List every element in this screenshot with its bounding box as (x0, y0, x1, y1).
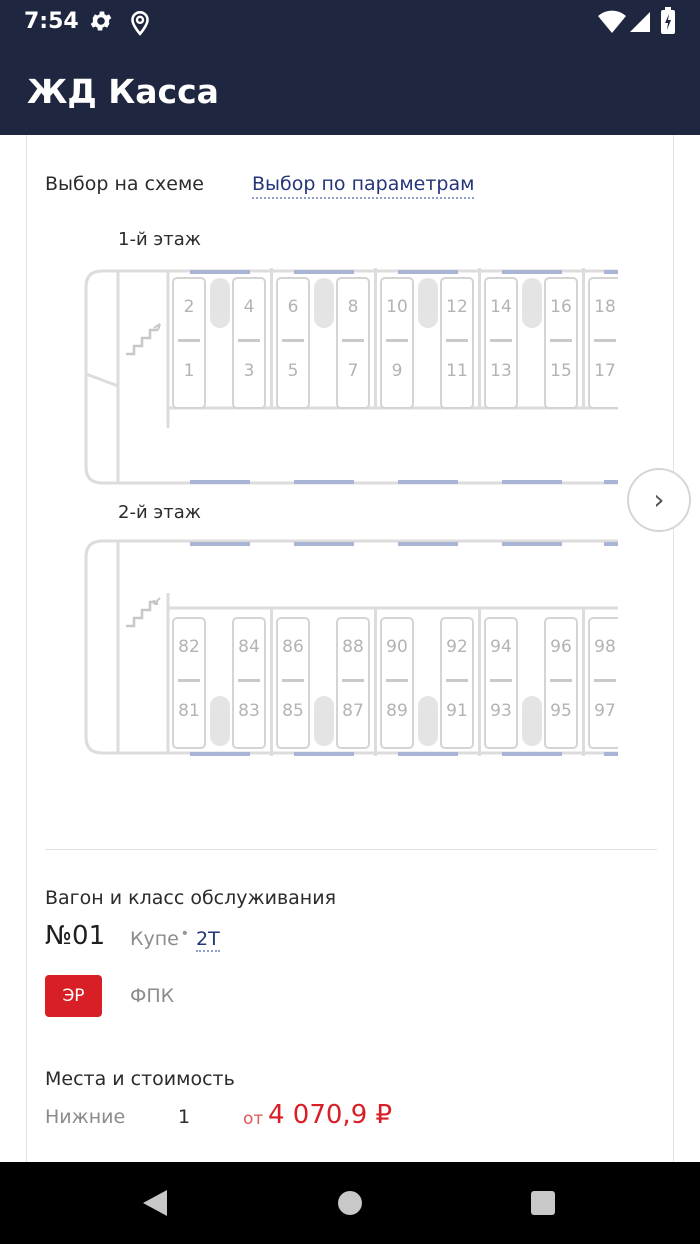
car-section-title: Вагон и класс обслуживания (45, 887, 337, 909)
seat-number-upper: 6 (287, 297, 299, 317)
seat-pair[interactable] (588, 277, 618, 409)
settings-icon (88, 8, 114, 34)
window-marker (604, 270, 618, 274)
seat-divider (282, 679, 304, 682)
window-marker (604, 480, 618, 484)
floor-2-scheme (84, 538, 618, 756)
battery-icon (660, 7, 676, 35)
seat-pair[interactable] (336, 277, 370, 409)
seat-pair[interactable] (172, 277, 206, 409)
seat-divider (446, 339, 468, 342)
seat-number-lower: 91 (446, 701, 468, 721)
window-marker (398, 270, 458, 274)
seat-number-upper: 84 (238, 637, 260, 657)
car-dot-separator: • (182, 925, 188, 942)
seat-number-upper: 92 (446, 637, 468, 657)
seat-number-upper: 14 (490, 297, 512, 317)
compartment-divider (270, 268, 273, 408)
car-number: №01 (45, 921, 106, 951)
compartment-divider (374, 608, 377, 756)
seat-number-lower: 13 (490, 361, 512, 381)
status-bar (0, 0, 700, 44)
seat-number-upper: 88 (342, 637, 364, 657)
mode-scheme-label: Выбор на схеме (45, 173, 204, 195)
wifi-icon (597, 10, 627, 34)
car-type: Купе (130, 928, 179, 950)
seat-divider (490, 339, 512, 342)
seat-number-upper: 12 (446, 297, 468, 317)
seat-number-upper: 8 (347, 297, 359, 317)
compartment-table (210, 696, 230, 746)
seat-number-lower: 89 (386, 701, 408, 721)
seat-pair[interactable] (336, 617, 370, 749)
window-marker (502, 752, 562, 756)
seat-divider (594, 679, 616, 682)
seat-pair[interactable] (172, 617, 206, 749)
window-marker (294, 480, 354, 484)
seat-number-lower: 85 (282, 701, 304, 721)
compartment-table (418, 278, 438, 328)
compartment-table (522, 696, 542, 746)
location-icon (127, 8, 153, 36)
seat-number-lower: 7 (347, 361, 359, 381)
window-marker (604, 752, 618, 756)
seat-divider (550, 339, 572, 342)
seat-pair[interactable] (544, 277, 578, 409)
seat-pair[interactable] (232, 277, 266, 409)
seat-divider (550, 679, 572, 682)
window-marker (294, 752, 354, 756)
seat-number-upper: 98 (594, 637, 616, 657)
status-time: 7:54 (24, 9, 79, 34)
seat-divider (282, 339, 304, 342)
seat-number-upper: 16 (550, 297, 572, 317)
seat-pair[interactable] (484, 617, 518, 749)
window-marker (398, 752, 458, 756)
window-marker (190, 480, 250, 484)
seat-number-upper: 4 (243, 297, 255, 317)
chevron-right-icon: › (653, 483, 665, 516)
seat-pair[interactable] (276, 617, 310, 749)
next-car-button[interactable] (627, 468, 691, 532)
window-marker (190, 270, 250, 274)
navigation-bar (0, 1162, 700, 1244)
window-marker (190, 752, 250, 756)
compartment-table (210, 278, 230, 328)
seats-price-title: Места и стоимость (45, 1068, 235, 1090)
window-marker (502, 480, 562, 484)
seat-number-lower: 3 (243, 361, 255, 381)
floor-1-scheme (84, 268, 618, 486)
seat-number-lower: 87 (342, 701, 364, 721)
recents-icon (503, 1162, 583, 1244)
seat-number-upper: 96 (550, 637, 572, 657)
seat-divider (342, 339, 364, 342)
seat-divider (490, 679, 512, 682)
seat-pair[interactable] (544, 617, 578, 749)
seat-number-lower: 93 (490, 701, 512, 721)
seat-number-lower: 17 (594, 361, 616, 381)
recents-button[interactable] (503, 1162, 583, 1244)
seat-divider (342, 679, 364, 682)
compartment-divider (478, 268, 481, 408)
signal-icon (628, 10, 652, 34)
seat-divider (238, 679, 260, 682)
compartment-table (314, 696, 334, 746)
compartment-table (418, 696, 438, 746)
seat-number-lower: 97 (594, 701, 616, 721)
seat-pair[interactable] (232, 617, 266, 749)
seat-number-upper: 82 (178, 637, 200, 657)
seat-number-upper: 2 (183, 297, 195, 317)
berth-type: Нижние (45, 1106, 126, 1128)
seat-number-lower: 81 (178, 701, 200, 721)
seat-pair[interactable] (440, 277, 474, 409)
back-icon (115, 1162, 195, 1244)
floor-2-label: 2-й этаж (118, 502, 201, 523)
price-prefix: от (243, 1109, 264, 1129)
window-marker (398, 480, 458, 484)
floor-1-label: 1-й этаж (118, 229, 201, 250)
seat-number-upper: 18 (594, 297, 616, 317)
seat-number-lower: 95 (550, 701, 572, 721)
seat-pair[interactable] (484, 277, 518, 409)
home-icon (310, 1162, 390, 1244)
seat-divider (386, 679, 408, 682)
seat-divider (178, 679, 200, 682)
window-marker (502, 542, 562, 546)
seat-number-upper: 94 (490, 637, 512, 657)
compartment-divider (582, 608, 585, 756)
seat-divider (386, 339, 408, 342)
compartment-divider (478, 608, 481, 756)
window-marker (398, 542, 458, 546)
window-marker (294, 270, 354, 274)
home-button[interactable] (310, 1162, 390, 1244)
seat-pair[interactable] (380, 617, 414, 749)
seat-number-lower: 5 (287, 361, 299, 381)
seat-divider (594, 339, 616, 342)
seat-divider (446, 679, 468, 682)
seat-divider (178, 339, 200, 342)
seat-number-lower: 15 (550, 361, 572, 381)
seat-number-upper: 10 (386, 297, 408, 317)
er-badge: ЭР (45, 975, 102, 1017)
seat-pair[interactable] (380, 277, 414, 409)
seat-number-lower: 83 (238, 701, 260, 721)
seat-number-upper: 90 (386, 637, 408, 657)
compartment-divider (582, 268, 585, 408)
seat-number-lower: 1 (183, 361, 195, 381)
seat-pair[interactable] (588, 617, 618, 749)
section-divider (45, 849, 657, 850)
compartment-divider (374, 268, 377, 408)
seat-pair[interactable] (276, 277, 310, 409)
app-bar (0, 44, 700, 135)
window-marker (294, 542, 354, 546)
seat-number-lower: 11 (446, 361, 468, 381)
carrier-name: ФПК (130, 985, 175, 1007)
seat-number-lower: 9 (391, 361, 403, 381)
compartment-table (314, 278, 334, 328)
app-title: ЖД Касса (27, 72, 219, 111)
compartment-divider (270, 608, 273, 756)
window-marker (502, 270, 562, 274)
seat-divider (238, 339, 260, 342)
back-button[interactable] (115, 1162, 195, 1244)
window-marker (190, 542, 250, 546)
car-class-link[interactable]: 2Т (196, 928, 220, 950)
seat-pair[interactable] (440, 617, 474, 749)
compartment-table (522, 278, 542, 328)
berth-count: 1 (178, 1106, 191, 1128)
price-value: 4 070,9 ₽ (268, 1100, 393, 1130)
window-marker (604, 542, 618, 546)
seat-number-upper: 86 (282, 637, 304, 657)
mode-params-link[interactable]: Выбор по параметрам (252, 173, 474, 199)
